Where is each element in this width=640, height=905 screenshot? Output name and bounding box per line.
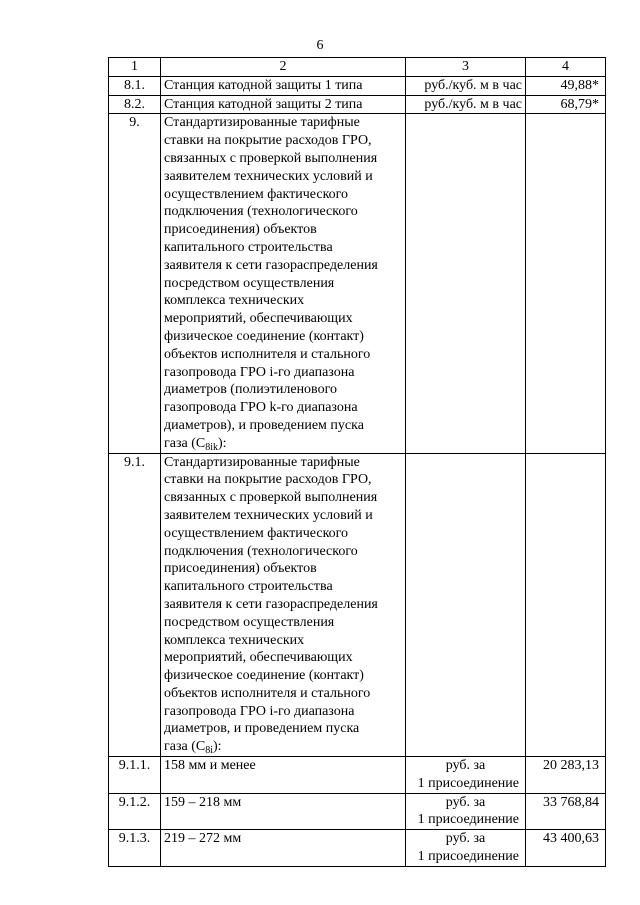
row-name: Станция катодной защиты 2 типа bbox=[161, 95, 406, 114]
row-unit: руб./куб. м в час bbox=[406, 95, 526, 114]
row-name: 219 – 272 мм bbox=[161, 830, 406, 867]
row-unit: руб./куб. м в час bbox=[406, 76, 526, 95]
row-number: 9.1. bbox=[109, 453, 161, 757]
row-name: 158 мм и менее bbox=[161, 757, 406, 794]
table-row bbox=[109, 757, 606, 794]
table-row bbox=[109, 76, 606, 95]
row-name-cell bbox=[161, 114, 406, 453]
row-value: 43 400,63 bbox=[526, 830, 606, 867]
row-unit bbox=[406, 453, 526, 757]
row-number: 9.1.2. bbox=[109, 793, 161, 830]
table-header-row bbox=[109, 58, 606, 77]
row-unit-line: 1 присоединение bbox=[417, 775, 519, 791]
row-number: 8.2. bbox=[109, 95, 161, 114]
subscript: 8ik bbox=[205, 441, 218, 453]
table-row bbox=[109, 793, 606, 830]
subscript: 8i bbox=[205, 745, 213, 757]
table-row bbox=[109, 95, 606, 114]
row-unit bbox=[406, 114, 526, 453]
page-number: 6 bbox=[316, 38, 324, 53]
tariff-table bbox=[108, 57, 606, 867]
row-value: 49,88* bbox=[526, 76, 606, 95]
row-value bbox=[526, 453, 606, 757]
row-value: 68,79* bbox=[526, 95, 606, 114]
column-header: 3 bbox=[406, 58, 526, 77]
column-header: 2 bbox=[161, 58, 406, 77]
row-unit-line: руб. за bbox=[445, 794, 486, 810]
table-row bbox=[109, 453, 606, 757]
row-unit-line: руб. за bbox=[445, 831, 486, 847]
row-value bbox=[526, 114, 606, 453]
row-name: Стандартизированные тарифные ставки на покрытие расходов ГРО, связанных с проверкой выполнения заявителем технических условий и осуществлением фактического подключения (технологического присоединения) объектов капитального строительства заявителя к сети газораспределения посредством осуществления комплекса технических мероприятий, обеспечивающих физическое соединение (контакт) объектов исполнителя и стального газопровода ГРО i-го диапазона диаметров (полиэтиленового газопровода ГРО k-го диапазона диаметров), и проведением пуска bbox=[164, 115, 378, 433]
row-unit-cell bbox=[406, 830, 526, 867]
row-name-end: ): bbox=[217, 435, 227, 451]
row-number: 9.1.1. bbox=[109, 757, 161, 794]
table-row bbox=[109, 114, 606, 453]
row-name: Станция катодной защиты 1 типа bbox=[161, 76, 406, 95]
column-header: 4 bbox=[526, 58, 606, 77]
row-unit-cell bbox=[406, 757, 526, 794]
row-unit-line: 1 присоединение bbox=[417, 812, 519, 828]
row-name: Стандартизированные тарифные ставки на покрытие расходов ГРО, связанных с проверкой выполнения заявителем технических условий и осуществлением фактического подключения (технологического присоединения) объектов капитального строительства заявителя к сети газораспределения посредством осуществления комплекса технических мероприятий, обеспечивающих физическое соединение (контакт) объектов исполнителя и стального газопровода ГРО i-го диапазона диаметров, и проведением пуска bbox=[164, 454, 378, 737]
row-name: 159 – 218 мм bbox=[161, 793, 406, 830]
row-unit-cell bbox=[406, 793, 526, 830]
table-row bbox=[109, 830, 606, 867]
row-name-tail bbox=[164, 738, 402, 756]
row-name-end: ): bbox=[212, 739, 222, 755]
row-name-tail bbox=[164, 435, 402, 453]
row-unit-line: 1 присоединение bbox=[417, 849, 519, 865]
row-name-tail-text: газа (С bbox=[164, 739, 206, 755]
row-name-cell bbox=[161, 453, 406, 757]
row-number: 9. bbox=[109, 114, 161, 453]
column-header: 1 bbox=[109, 58, 161, 77]
row-number: 8.1. bbox=[109, 76, 161, 95]
row-unit-line: руб. за bbox=[445, 758, 486, 774]
row-number: 9.1.3. bbox=[109, 830, 161, 867]
row-value: 33 768,84 bbox=[526, 793, 606, 830]
row-name-tail-text: газа (С bbox=[164, 435, 206, 451]
row-value: 20 283,13 bbox=[526, 757, 606, 794]
